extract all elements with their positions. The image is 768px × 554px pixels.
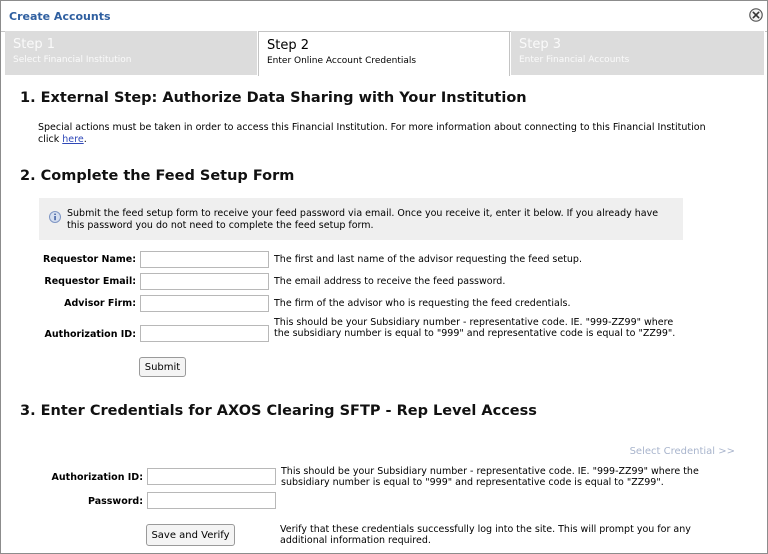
credential-authorization-id-label: Authorization ID: [51,472,143,483]
authorization-id-help: This should be your Subsidiary number - representative code. IE. "999-ZZ99" where the subsidiary number is equal to "999" and representative code is equal to "ZZ99". [274,317,676,339]
requestor-email-input[interactable] [140,273,269,290]
select-credential-link[interactable]: Select Credential >> [629,446,735,457]
authorization-id-label: Authorization ID: [44,329,136,340]
submit-button[interactable]: Submit [139,357,186,377]
info-icon [49,211,61,223]
advisor-firm-input[interactable] [140,295,269,312]
step-3-title: Step 3 [519,37,562,52]
requestor-name-input[interactable] [140,251,269,268]
step-3-subtitle: Enter Financial Accounts [519,55,630,65]
requestor-email-help: The email address to receive the feed password. [274,276,506,287]
requestor-email-label: Requestor Email: [44,276,136,287]
credential-authorization-id-input[interactable] [147,468,276,485]
section-1-text: Special actions must be taken in order to access this Financial Institution. For more information about connecting to this Financial Institution click here. [38,122,706,145]
step-1-title: Step 1 [13,37,56,52]
wizard-steps [1,31,767,75]
advisor-firm-label: Advisor Firm: [64,298,136,309]
close-icon[interactable] [749,8,763,22]
section-1-heading: 1. External Step: Authorize Data Sharing with Your Institution [20,90,527,106]
requestor-name-label: Requestor Name: [43,254,136,265]
dialog-title: Create Accounts [9,10,111,23]
password-label: Password: [87,496,143,507]
section-3-heading: 3. Enter Credentials for AXOS Clearing SFTP - Rep Level Access [20,403,537,419]
password-input[interactable] [147,492,276,509]
step-2-tab[interactable] [258,31,510,76]
info-box [39,198,683,240]
requestor-name-help: The first and last name of the advisor requesting the feed setup. [274,254,582,265]
credential-authorization-id-help: This should be your Subsidiary number - representative code. IE. "999-ZZ99" where the subsidiary number is equal to "999" and representative code is equal to "ZZ99". [281,466,699,488]
dialog-titlebar [1,1,767,32]
step-1-tab[interactable] [5,31,258,75]
section-2-heading: 2. Complete the Feed Setup Form [20,168,295,184]
step-1-subtitle: Select Financial Institution [13,55,132,65]
step-3-tab[interactable] [511,31,765,75]
authorization-id-input[interactable] [140,325,269,342]
here-link[interactable]: here [62,134,84,145]
verify-help: Verify that these credentials successfully log into the site. This will prompt you for any additional information required. [280,524,691,546]
advisor-firm-help: The firm of the advisor who is requesting the feed credentials. [274,298,571,309]
step-2-title: Step 2 [267,38,310,53]
step-2-subtitle: Enter Online Account Credentials [267,56,417,66]
info-text: Submit the feed setup form to receive your feed password via email. Once you receive it, enter it below. If you already have this password you do not need to complete the feed setup form. [67,208,659,231]
save-and-verify-button[interactable]: Save and Verify [146,524,235,546]
